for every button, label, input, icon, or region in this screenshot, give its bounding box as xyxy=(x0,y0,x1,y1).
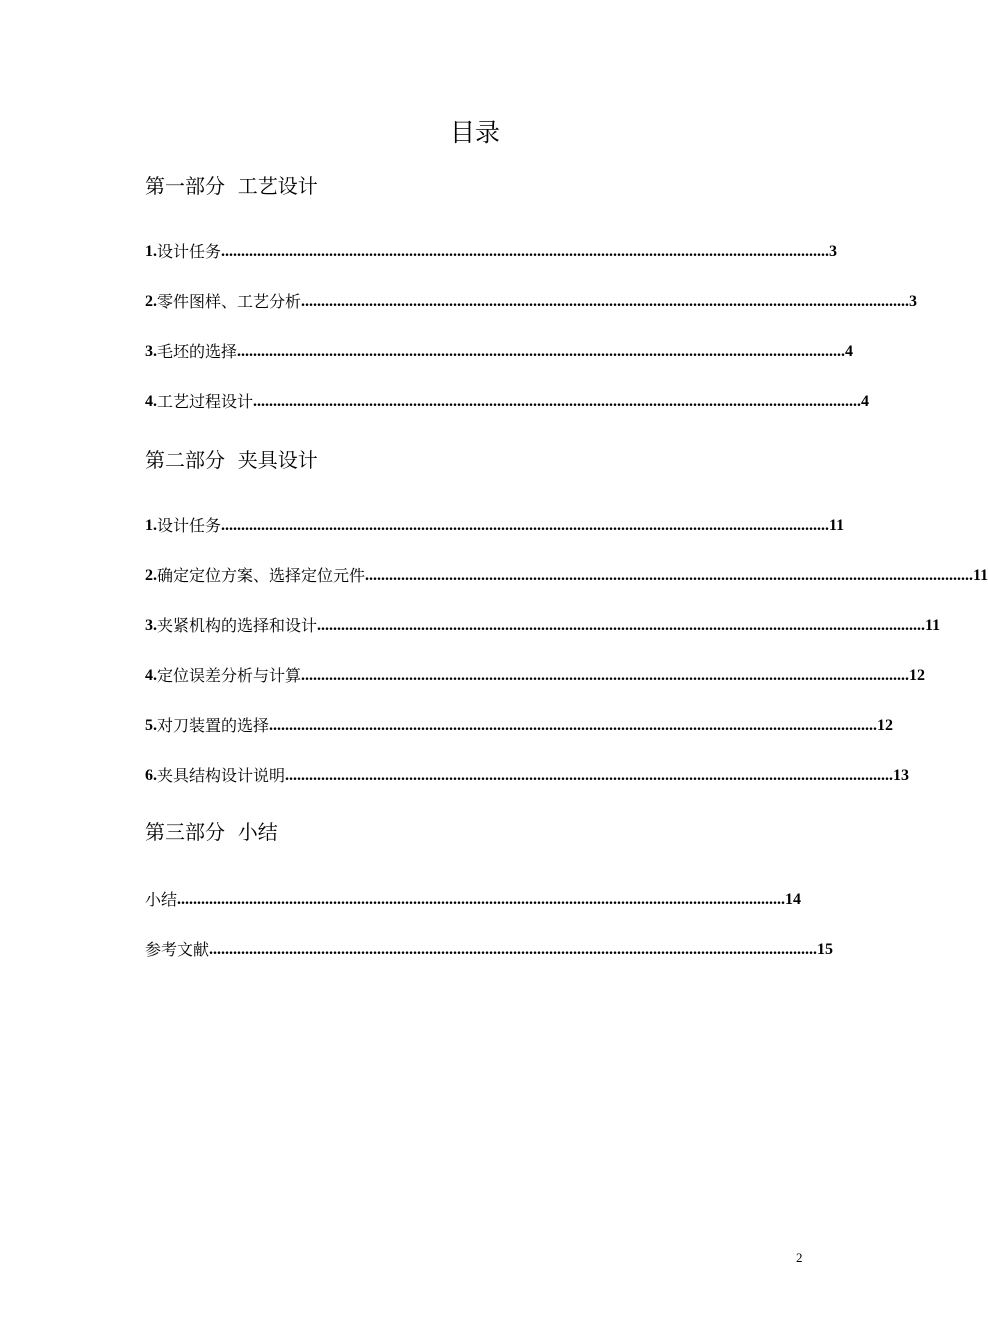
toc-entry-page: 4 xyxy=(861,393,870,410)
toc-entry-number: 2. xyxy=(145,567,157,584)
toc-entry-number: 1. xyxy=(145,517,157,534)
toc-entry[interactable] xyxy=(145,390,870,412)
toc-entry[interactable] xyxy=(145,240,838,262)
toc-entry[interactable] xyxy=(145,514,845,536)
toc-title: 目录 xyxy=(449,118,500,147)
section-heading-2: 第二部分 夹具设计 xyxy=(145,448,318,472)
toc-entry[interactable] xyxy=(145,340,854,362)
toc-entry-page: 13 xyxy=(893,767,910,784)
toc-leader-dots: ........................................................................................................................................................ xyxy=(365,567,974,584)
toc-entry-label: 夹具结构设计说明 xyxy=(157,766,286,785)
toc-entry-page: 15 xyxy=(817,941,834,958)
toc-entry[interactable] xyxy=(145,938,834,960)
toc-entry-label: 定位误差分析与计算 xyxy=(157,666,302,685)
toc-entry-label: 零件图样、工艺分析 xyxy=(157,292,302,311)
toc-entry[interactable] xyxy=(145,714,894,736)
toc-entry-page: 12 xyxy=(909,667,926,684)
toc-entry-label: 设计任务 xyxy=(157,516,222,535)
toc-entry-number: 4. xyxy=(145,667,157,684)
toc-entry-page: 12 xyxy=(877,717,894,734)
toc-entry-page: 11 xyxy=(829,517,845,534)
toc-entry-number: 4. xyxy=(145,393,157,410)
toc-entry-page: 3 xyxy=(829,243,838,260)
toc-leader-dots: ........................................................................................................................................................ xyxy=(317,617,926,634)
page-number: 2 xyxy=(796,1250,803,1265)
toc-leader-dots: ........................................................................................................................................................ xyxy=(177,891,786,908)
toc-leader-dots: ........................................................................................................................................................ xyxy=(221,517,830,534)
toc-leader-dots: ........................................................................................................................................................ xyxy=(269,717,878,734)
toc-entry-number: 6. xyxy=(145,767,157,784)
toc-leader-dots: ........................................................................................................................................................ xyxy=(221,243,830,260)
section-heading-3: 第三部分 小结 xyxy=(145,820,278,844)
toc-entry[interactable] xyxy=(145,614,941,636)
toc-entry[interactable] xyxy=(145,888,802,910)
toc-entry-number: 2. xyxy=(145,293,157,310)
toc-entry-label: 确定定位方案、选择定位元件 xyxy=(157,566,366,585)
toc-entry-number: 3. xyxy=(145,617,157,634)
toc-entry-page: 11 xyxy=(925,617,941,634)
toc-entry[interactable] xyxy=(145,664,926,686)
section-heading-1: 第一部分 工艺设计 xyxy=(145,174,318,198)
toc-entry-label: 毛坯的选择 xyxy=(157,342,238,361)
toc-leader-dots: ........................................................................................................................................................ xyxy=(253,393,862,410)
toc-entry-label: 设计任务 xyxy=(157,242,222,261)
toc-leader-dots: ........................................................................................................................................................ xyxy=(301,293,910,310)
toc-entry-number: 1. xyxy=(145,243,157,260)
toc-leader-dots: ........................................................................................................................................................ xyxy=(285,767,894,784)
toc-leader-dots: ........................................................................................................................................................ xyxy=(301,667,910,684)
toc-entry-page: 11 xyxy=(973,567,988,584)
toc-entry-page: 4 xyxy=(845,343,854,360)
toc-entry-number: 3. xyxy=(145,343,157,360)
toc-entry-label: 对刀装置的选择 xyxy=(157,716,270,735)
toc-entry-page: 3 xyxy=(909,293,918,310)
toc-entry-label: 参考文献 xyxy=(145,940,210,959)
toc-entry[interactable] xyxy=(145,764,910,786)
toc-leader-dots: ........................................................................................................................................................ xyxy=(237,343,846,360)
toc-entry[interactable] xyxy=(145,564,988,586)
toc-entry-label: 工艺过程设计 xyxy=(157,392,254,411)
toc-entry-label: 小结 xyxy=(145,890,178,909)
toc-leader-dots: ........................................................................................................................................................ xyxy=(209,941,818,958)
toc-entry-page: 14 xyxy=(785,891,802,908)
toc-entry-label: 夹紧机构的选择和设计 xyxy=(157,616,318,635)
toc-entry[interactable] xyxy=(145,290,918,312)
toc-entry-number: 5. xyxy=(145,717,157,734)
